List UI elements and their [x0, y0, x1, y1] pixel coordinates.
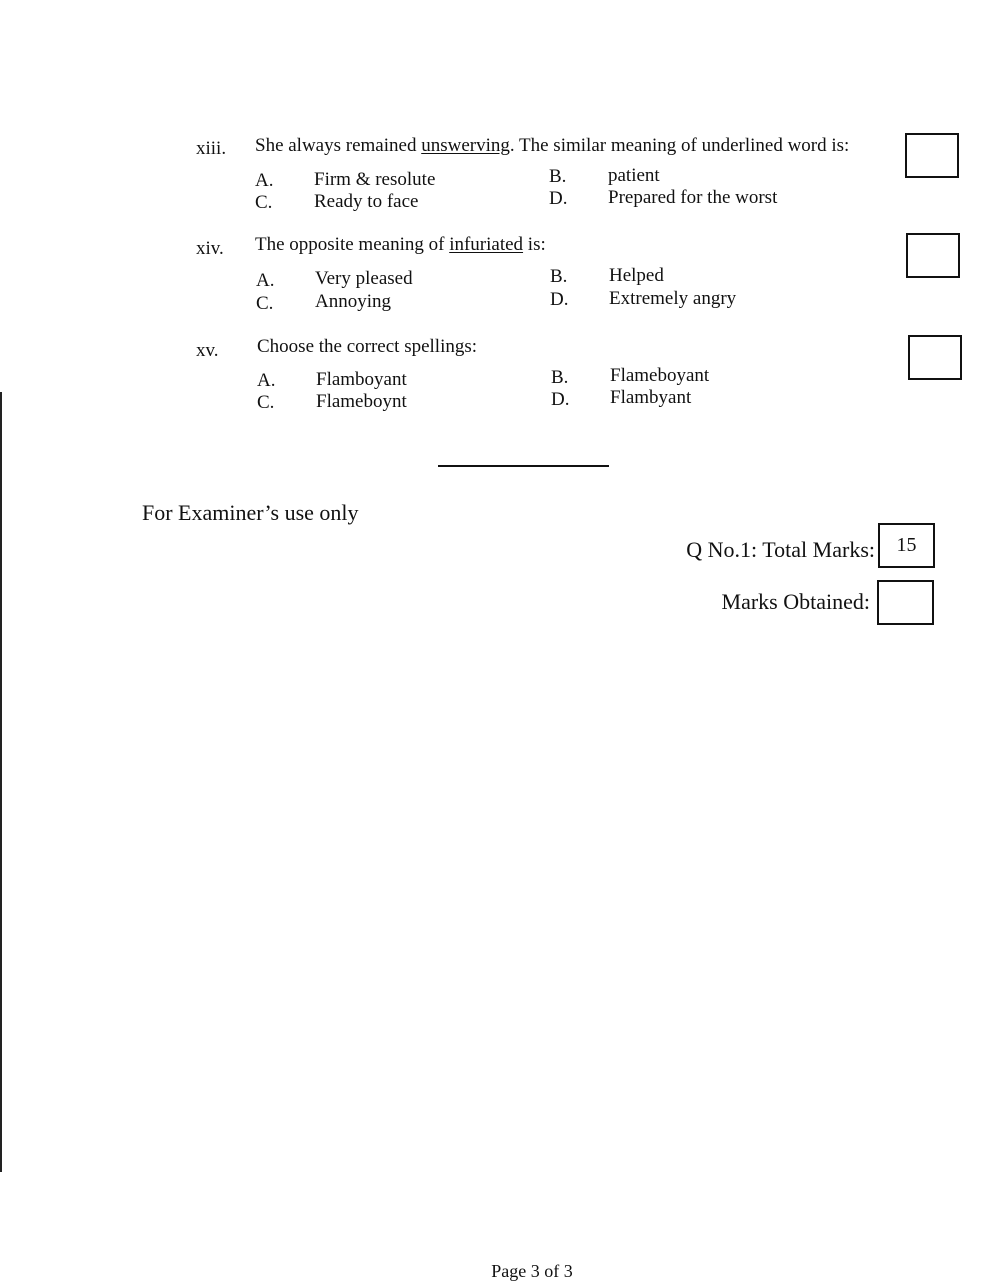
question-number: xv. [196, 340, 219, 361]
option-b-text: patient [608, 165, 660, 186]
question-number: xiv. [196, 238, 224, 259]
question-text-after: . The similar meaning of underlined word is: [509, 135, 850, 156]
option-b-text: Helped [609, 265, 664, 286]
option-b-letter: B. [550, 266, 568, 287]
question-text-after: is: [523, 234, 546, 255]
page-number: Page 3 of 3 [491, 1261, 573, 1281]
option-a-text: Firm & resolute [314, 169, 436, 190]
question-text [255, 135, 849, 157]
answer-box[interactable] [905, 133, 959, 178]
question-text-before: Choose the correct spellings: [257, 336, 478, 357]
answer-box[interactable] [906, 233, 960, 278]
option-d-text: Prepared for the worst [608, 187, 778, 208]
question-text-before: The opposite meaning of [255, 234, 450, 255]
question-xv [0, 330, 990, 420]
option-c-letter: C. [256, 293, 274, 314]
marks-obtained-label: Marks Obtained: [721, 589, 870, 614]
option-b-text: Flameboyant [610, 365, 710, 386]
option-a-letter: A. [255, 170, 274, 191]
option-c-letter: C. [255, 192, 273, 213]
option-d-letter: D. [551, 389, 570, 410]
option-a-letter: A. [256, 270, 275, 291]
option-a-letter: A. [257, 370, 276, 391]
question-xiv [0, 228, 990, 318]
answer-box[interactable] [908, 335, 962, 380]
marks-obtained-box[interactable] [877, 580, 934, 625]
option-d-letter: D. [549, 188, 568, 209]
option-d-text: Flambyant [610, 387, 692, 408]
option-c-text: Annoying [315, 291, 391, 312]
question-text-before: She always remained [255, 135, 422, 156]
question-underlined-word: unswerving [421, 135, 510, 156]
option-c-text: Ready to face [314, 191, 419, 212]
total-marks-label: Q No.1: Total Marks: [686, 537, 875, 562]
question-text [257, 336, 477, 358]
examiner-use-label: For Examiner’s use only [142, 500, 359, 525]
option-b-letter: B. [551, 367, 569, 388]
section-divider [438, 465, 609, 467]
scan-edge-line [0, 392, 2, 1172]
option-b-letter: B. [549, 166, 567, 187]
option-d-letter: D. [550, 289, 569, 310]
option-d-text: Extremely angry [609, 288, 737, 309]
option-a-text: Flamboyant [316, 369, 407, 390]
question-xiii [0, 128, 990, 218]
option-a-text: Very pleased [315, 268, 413, 289]
question-number: xiii. [196, 138, 227, 159]
question-text [255, 234, 546, 256]
option-c-text: Flameboynt [316, 391, 407, 412]
total-marks-box: 15 [878, 523, 935, 568]
question-underlined-word: infuriated [449, 234, 524, 255]
option-c-letter: C. [257, 392, 275, 413]
